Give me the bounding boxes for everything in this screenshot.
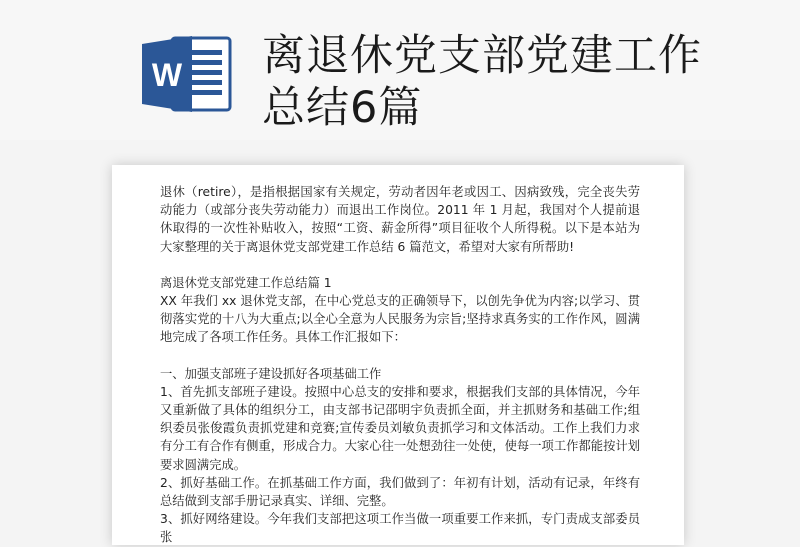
list-item: 2、抓好基础工作。在抓基础工作方面，我们做到了：年初有计划，活动有记录，年终有总结做到支部手册记录真实、详细、完整。 bbox=[160, 475, 640, 509]
list-item: 3、抓好网络建设。今年我们支部把这项工作当做一项重要工作来抓，专门责成支部委员张 bbox=[160, 512, 640, 545]
document-title: 离退休党支部党建工作总结6篇 bbox=[262, 31, 702, 133]
document-page bbox=[112, 165, 684, 545]
list-item: 1、首先抓支部班子建设。按照中心总支的安排和要求，根据我们支部的具体情况，今年又重新做了具体的组织分工，由支部书记邵明宇负责抓全面，并主抓财务和基础工作;组织委员张俊霞负责抓党建和竞赛;宣传委员刘敏负责抓学习和文体活动。工作上我们力求有分工有合作有侧重，形成合力。大家心往一处想劲往一处使，使每一项工作都能按计划要求圆满完成。 bbox=[160, 384, 640, 472]
document-body bbox=[160, 183, 640, 547]
svg-text:W: W bbox=[151, 57, 183, 93]
section-title: 离退休党支部党建工作总结篇 1 bbox=[160, 275, 332, 290]
word-icon bbox=[142, 34, 234, 114]
heading-1: 一、加强支部班子建设抓好各项基础工作 bbox=[160, 366, 382, 381]
intro-paragraph: 退休（retire），是指根据国家有关规定，劳动者因年老或因工、因病致残，完全丧失劳动能力（或部分丧失劳动能力）而退出工作岗位。2011 年 1 月起，我国对个人提前退休取得的一次性补贴收入，按照“工资、薪金所得”项目征收个人所得税。以下是本站为大家整理的关于离退休党支部党建工作总结 6 篇范文，希望对大家有所帮助! bbox=[160, 185, 640, 254]
header-banner bbox=[0, 0, 800, 140]
section-intro-paragraph: XX 年我们 xx 退休党支部，在中心党总支的正确领导下，以创先争优为内容;以学习、贯彻落实党的十八为大重点;以全心全意为人民服务为宗旨;坚持求真务实的工作作风，圆满地完成了各项工作任务。具体工作汇报如下： bbox=[160, 294, 640, 345]
